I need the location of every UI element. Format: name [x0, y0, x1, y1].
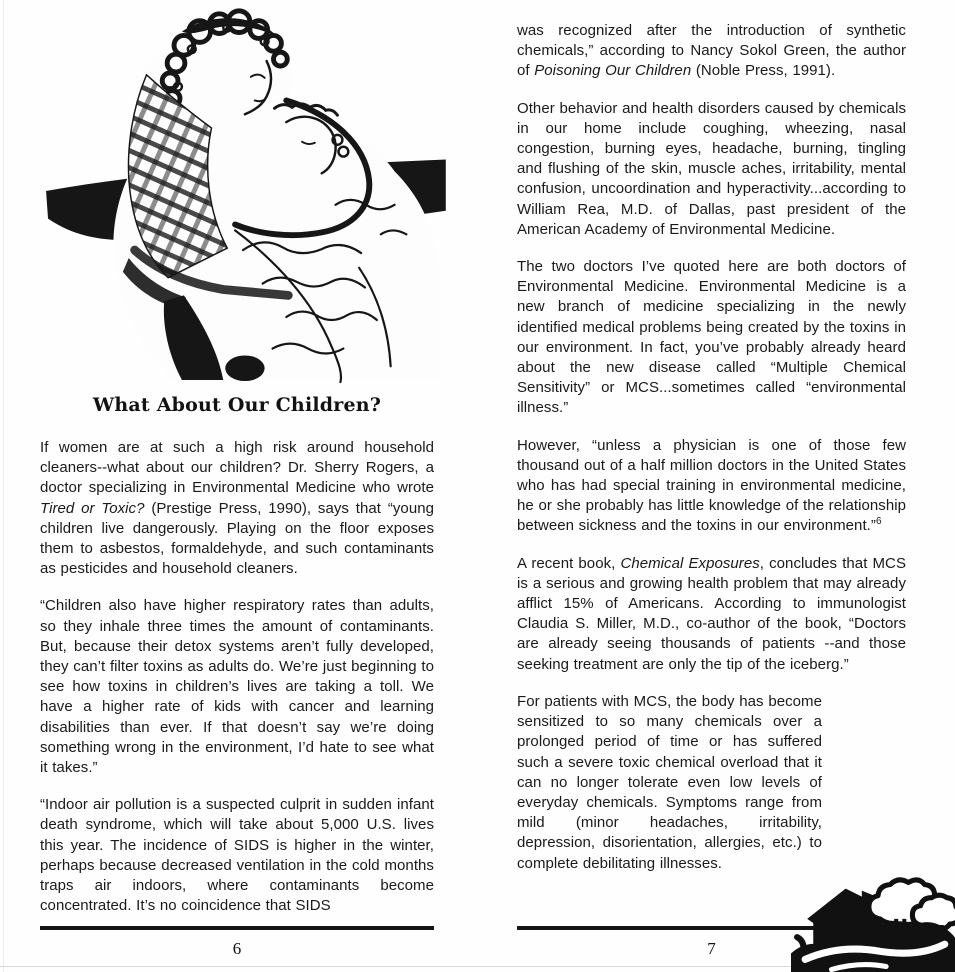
page-6-footer — [40, 926, 434, 959]
paragraph: However, “unless a physician is one of those few thousand out of a half million doctors in the United States who has had special training in environmental medicine, he or she probably has little knowledge of the relationship between sickness and the toxins in our environment.”$^6$ — [517, 436, 906, 535]
page-6 — [40, 0, 434, 933]
paragraph: was recognized after the introduction of synthetic chemicals,” according to Nancy Sokol Green, the author of Poisoning Our Children (Noble Press, 1991). — [517, 22, 906, 80]
paragraph: “Children also have higher respiratory rates than adults, so they inhale three times the amount of contaminants. But, because their detox systems aren’t fully developed, they can’t filter toxins as adults do. We’re just beginning to see how toxins in children’s lives are taking a toll. We have a higher rate of kids with cancer and learning disabilities than ever. If that doesn’t say we’re doing something wrong in the environment, I’d hate to see what it takes.” — [40, 597, 434, 777]
page-number-6: 6 — [232, 939, 242, 958]
paragraph: “Indoor air pollution is a suspected culprit in sudden infant death syndrome, which will take about 5,000 U.S. lives this year. The incidence of SIDS is higher in the winter, perhaps because decreased ventilation in the cold months traps air indoors, where contaminants become concentrated. It’s no coincidence that SIDS — [40, 796, 434, 915]
page-number-7: 7 — [707, 939, 716, 958]
mother-embracing-child-illustration — [40, 0, 434, 384]
section-heading: What About Our Children? — [92, 394, 382, 416]
page-6-paragraphs — [40, 438, 434, 916]
paragraph: The two doctors I’ve quoted here are both doctors of Environmental Medicine. Environmental Medicine is a new branch of medicine specializing in the newly identified medical problems being created by the toxins in our environment. In fact, you’ve probably already heard about the new disease called “Multiple Chemical Sensitivity” or MCS...sometimes called “environmental illness.” — [517, 258, 906, 417]
footer-rule-left — [40, 926, 434, 930]
paragraph: If women are at such a high risk around household cleaners--what about our children? Dr. Sherry Rogers, a doctor specializing in Environmental Medicine who wrote Tired or Toxic? (Prestige Press, 1990), says that “young children live dangerously. Playing on the floor exposes them to asbestos, formaldehyde, and such contaminants as pesticides and household cleaners. — [40, 439, 434, 578]
paragraph: A recent book, Chemical Exposures, concludes that MCS is a serious and growing health problem that may already afflict 15% of Americans. According to immunologist Claudia S. Miller, M.D., co-author of the book, “Doctors are already seeing thousands of patients --and those seeking treatment are only the tip of the iceberg.” — [517, 554, 906, 673]
paragraph: Other behavior and health disorders caused by chemicals in our home include coughing, wheezing, nasal congestion, burning eyes, headache, burning, tingling and flushing of the skin, muscle aches, irritability, mental confusion, uncoordination and hyperactivity...according to William Rea, M.D. of Dallas, past president of the American Academy of Environmental Medicine. — [517, 99, 906, 238]
page-7 — [517, 0, 906, 891]
page-7-paragraphs — [517, 21, 906, 874]
paragraph: For patients with MCS, the body has become sensitized to so many chemicals over a prolonged period of time or has suffered such a severe toxic chemical overload that it can no longer tolerate even low levels of everyday chemicals. Symptoms range from mild (minor headaches, irritability, depression, disorientation, allergies, etc.) to complete debilitating illnesses. — [517, 692, 906, 874]
house-trees-art — [791, 872, 955, 972]
house-illustration-text-gap — [822, 792, 906, 858]
mother-child-art — [26, 2, 456, 384]
house-with-trees-illustration — [791, 872, 955, 972]
scan-edge-left — [3, 0, 4, 972]
